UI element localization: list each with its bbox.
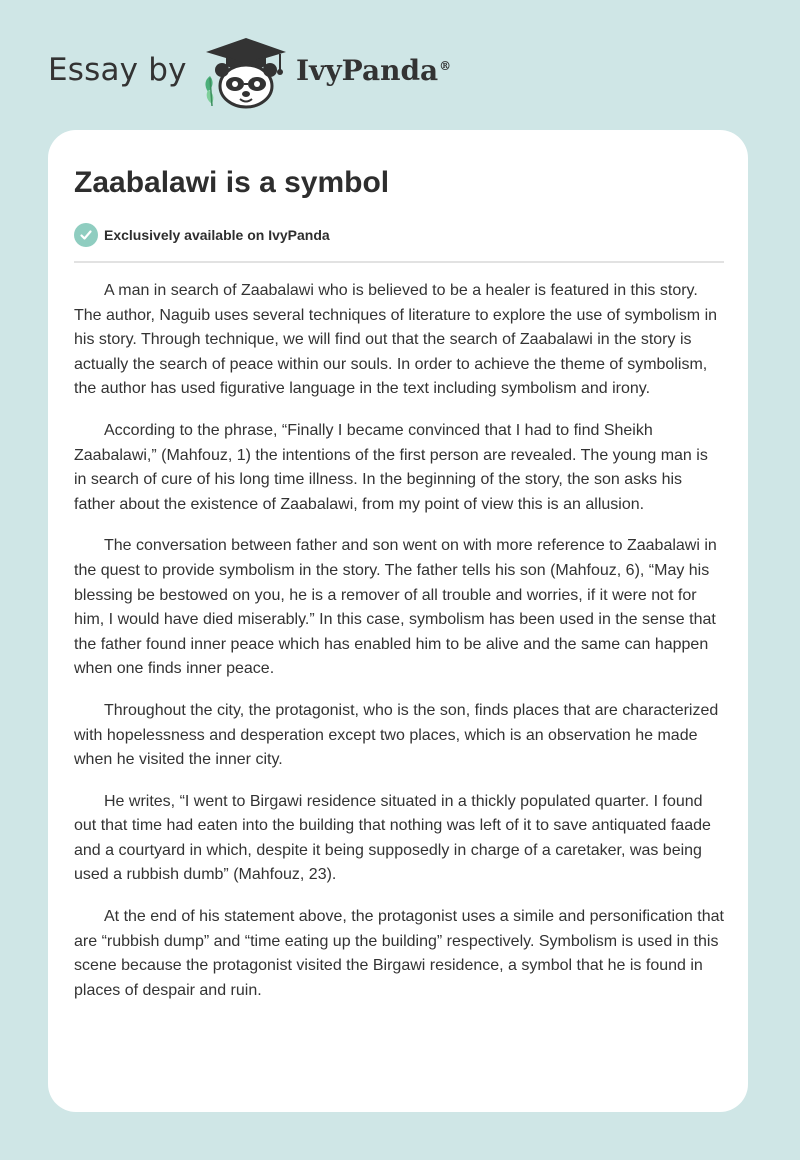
essay-paragraph: He writes, “I went to Birgawi residence situated in a thickly populated quarter. I found out that time had eaten into the building that nothing was left of it to save antiquated faade and a courtyard in which, despite it being supposedly in charge of a caretaker, was being used a rubbish dumb” (Mahfouz, 23). (74, 792, 711, 884)
brand-name-text: IvyPanda (296, 54, 439, 87)
essay-body (74, 279, 724, 1020)
exclusive-badge-text: Exclusively available on IvyPanda (104, 227, 330, 243)
essay-card (48, 130, 748, 1112)
exclusive-badge (74, 222, 330, 248)
brand-name[interactable] (296, 54, 451, 87)
essay-paragraph: Throughout the city, the protagonist, who is the son, finds places that are characterized with hopelessness and desperation except two places, which is an observation he made when he visited the inner city. (74, 701, 719, 769)
page-header (0, 0, 800, 130)
essay-paragraph: A man in search of Zaabalawi who is believed to be a healer is featured in this story. The author, Naguib uses several techniques of literature to explore the use of symbolism in his story. Through technique, we will find out that the search of Zaabalawi in the story is actually the search of peace within our souls. In order to achieve the theme of symbolism, the author has used figurative language in the text including symbolism and irony. (74, 282, 718, 398)
panda-logo-icon[interactable] (200, 34, 292, 110)
essay-paragraph: At the end of his statement above, the protagonist uses a simile and personification that are “rubbish dump” and “time eating up the building” respectively. Symbolism is used in this scene because the protagonist visited the Birgawi residence, a symbol that he is found in places of despair and ruin. (74, 908, 724, 999)
essay-paragraph: According to the phrase, “Finally I became convinced that I had to find Sheikh Zaabalawi,” (Mahfouz, 1) the intentions of the first person are revealed. The young man is in search of cure of his long time illness. In the beginning of the story, the son asks his father about the existence of Zaabalawi, from my point of view this is an allusion. (74, 421, 708, 513)
essay-title: Zaabalawi is a symbol (74, 166, 390, 199)
brand-registered-mark: ® (439, 58, 452, 73)
essay-paragraph: The conversation between father and son went on with more reference to Zaabalawi in the quest to provide symbolism in the story. The father tells his son (Mahfouz, 6), “May his blessing be bestowed on you, he is a remover of all trouble and worries, if it were not for him, I would have died miserably.” In this case, symbolism has been used in the sense that the father found inner peace which has enabled him to be alive and the same can happen when one finds inner peace. (74, 537, 717, 678)
check-circle-icon (74, 223, 98, 247)
brand-prefix: Essay by (48, 52, 187, 88)
title-divider (74, 261, 724, 263)
